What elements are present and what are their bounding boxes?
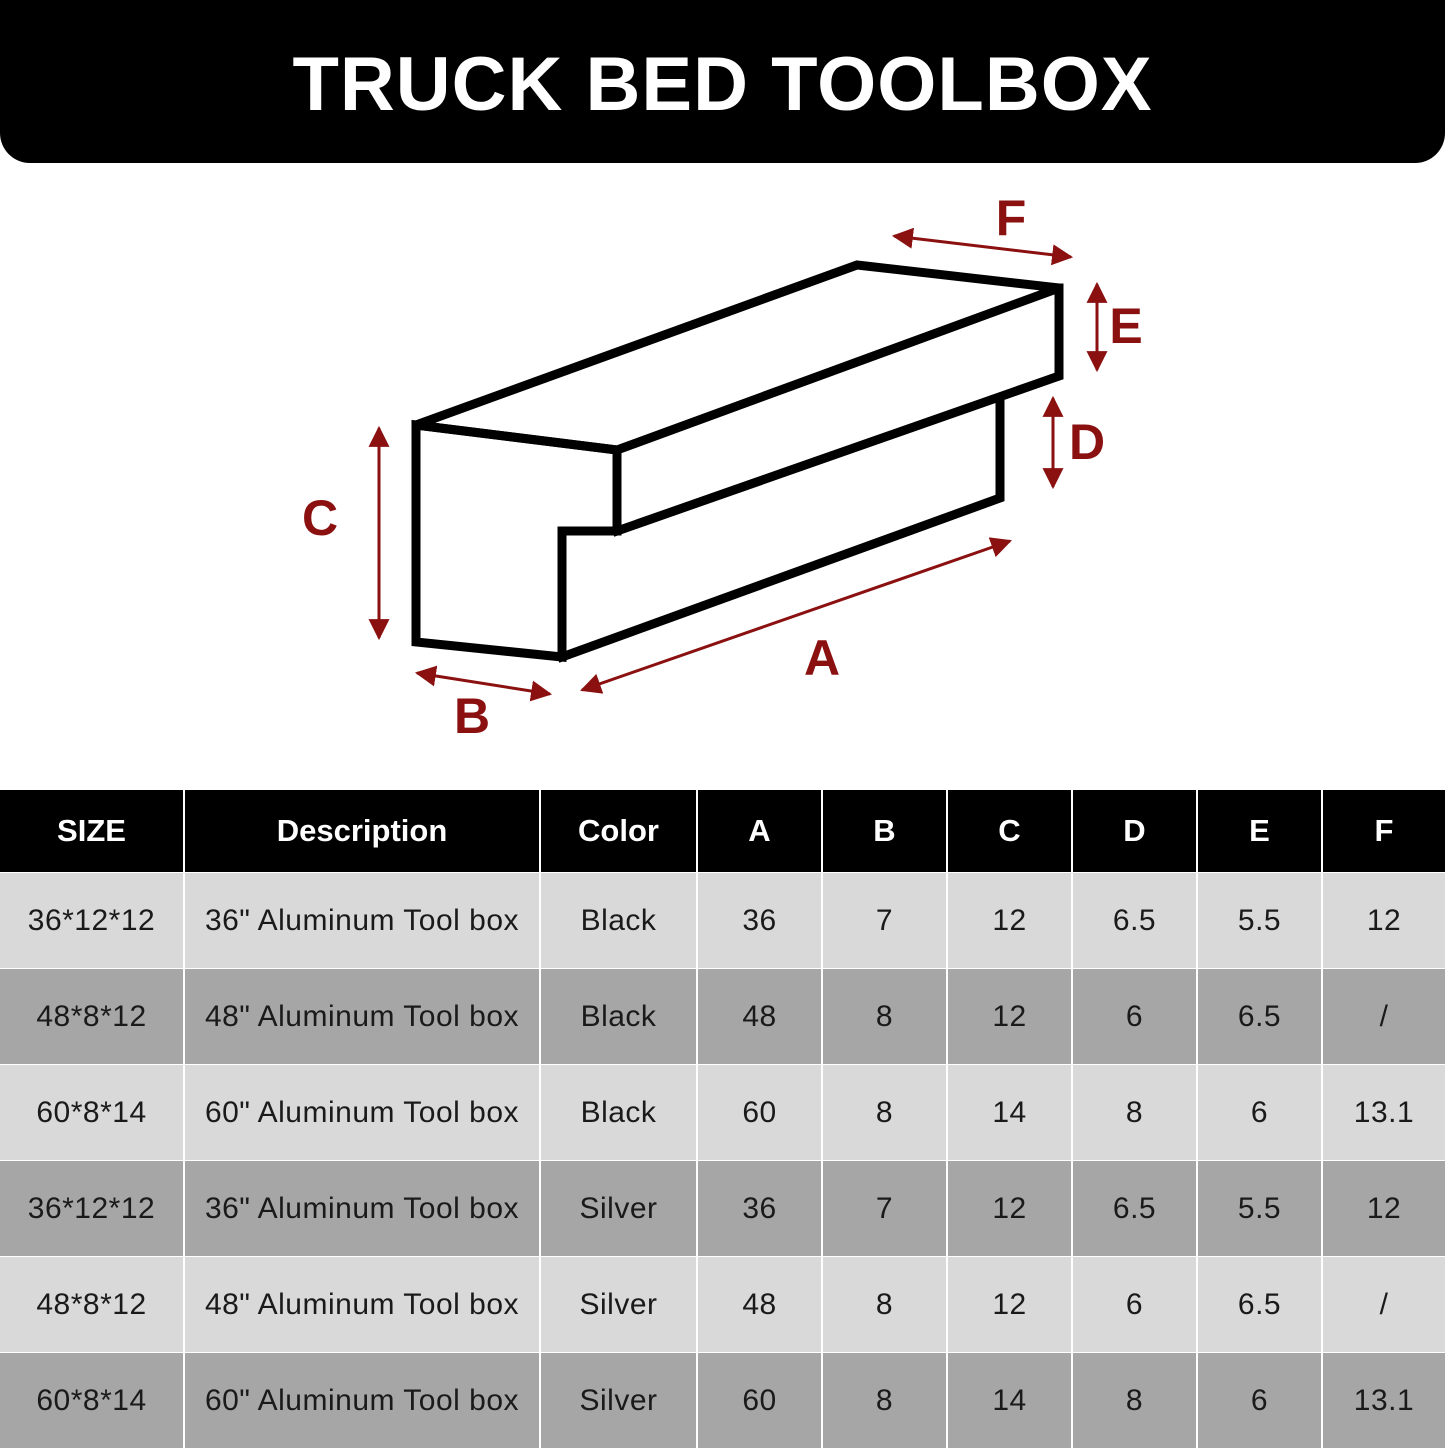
cell-c: 12 xyxy=(947,1257,1072,1353)
column-header-a: A xyxy=(697,790,822,873)
cell-size: 60*8*14 xyxy=(0,1353,184,1448)
cell-d: 6 xyxy=(1072,969,1197,1065)
cell-size: 60*8*14 xyxy=(0,1065,184,1161)
cell-c: 14 xyxy=(947,1353,1072,1448)
cell-b: 8 xyxy=(822,1353,947,1448)
cell-f: / xyxy=(1322,969,1445,1065)
cell-f: 13.1 xyxy=(1322,1065,1445,1161)
cell-d: 6.5 xyxy=(1072,873,1197,969)
cell-c: 12 xyxy=(947,873,1072,969)
cell-f: 12 xyxy=(1322,1161,1445,1257)
cell-color: Black xyxy=(540,969,697,1065)
column-header-e: E xyxy=(1197,790,1322,873)
cell-description: 60" Aluminum Tool box xyxy=(184,1065,540,1161)
cell-size: 48*8*12 xyxy=(0,969,184,1065)
cell-f: 12 xyxy=(1322,873,1445,969)
cell-a: 36 xyxy=(697,1161,822,1257)
size-spec-table xyxy=(0,790,1445,1448)
column-header-description: Description xyxy=(184,790,540,873)
dimension-arrow-f xyxy=(894,236,1071,257)
cell-description: 36" Aluminum Tool box xyxy=(184,1161,540,1257)
cell-description: 48" Aluminum Tool box xyxy=(184,969,540,1065)
cell-c: 12 xyxy=(947,1161,1072,1257)
cell-d: 8 xyxy=(1072,1065,1197,1161)
toolbox-outline xyxy=(416,265,1059,657)
table-row xyxy=(0,969,1445,1065)
cell-size: 36*12*12 xyxy=(0,1161,184,1257)
dimension-label-d: D xyxy=(1069,414,1105,470)
column-header-size: SIZE xyxy=(0,790,184,873)
cell-color: Silver xyxy=(540,1257,697,1353)
column-header-d: D xyxy=(1072,790,1197,873)
table-row xyxy=(0,873,1445,969)
cell-b: 7 xyxy=(822,1161,947,1257)
cell-description: 48" Aluminum Tool box xyxy=(184,1257,540,1353)
cell-c: 12 xyxy=(947,969,1072,1065)
cell-b: 8 xyxy=(822,1065,947,1161)
cell-description: 60" Aluminum Tool box xyxy=(184,1353,540,1448)
column-header-color: Color xyxy=(540,790,697,873)
cell-size: 48*8*12 xyxy=(0,1257,184,1353)
cell-c: 14 xyxy=(947,1065,1072,1161)
dimension-label-f: F xyxy=(996,190,1027,246)
cell-e: 6 xyxy=(1197,1065,1322,1161)
cell-d: 6.5 xyxy=(1072,1161,1197,1257)
cell-color: Silver xyxy=(540,1161,697,1257)
cell-b: 8 xyxy=(822,969,947,1065)
cell-e: 6.5 xyxy=(1197,1257,1322,1353)
table-row xyxy=(0,1257,1445,1353)
cell-e: 5.5 xyxy=(1197,1161,1322,1257)
cell-f: 13.1 xyxy=(1322,1353,1445,1448)
header-banner xyxy=(0,0,1445,163)
cell-e: 5.5 xyxy=(1197,873,1322,969)
cell-e: 6 xyxy=(1197,1353,1322,1448)
column-header-f: F xyxy=(1322,790,1445,873)
cell-a: 36 xyxy=(697,873,822,969)
cell-color: Black xyxy=(540,1065,697,1161)
cell-a: 48 xyxy=(697,1257,822,1353)
cell-d: 6 xyxy=(1072,1257,1197,1353)
cell-color: Black xyxy=(540,873,697,969)
table-row xyxy=(0,1065,1445,1161)
cell-b: 7 xyxy=(822,873,947,969)
column-header-b: B xyxy=(822,790,947,873)
cell-d: 8 xyxy=(1072,1353,1197,1448)
cell-a: 48 xyxy=(697,969,822,1065)
cell-description: 36" Aluminum Tool box xyxy=(184,873,540,969)
cell-a: 60 xyxy=(697,1353,822,1448)
cell-color: Silver xyxy=(540,1353,697,1448)
dimension-label-a: A xyxy=(804,630,840,686)
dimension-label-b: B xyxy=(454,688,490,744)
page-title: TRUCK BED TOOLBOX xyxy=(292,41,1152,128)
cell-b: 8 xyxy=(822,1257,947,1353)
cell-e: 6.5 xyxy=(1197,969,1322,1065)
table-row xyxy=(0,1161,1445,1257)
cell-f: / xyxy=(1322,1257,1445,1353)
dimension-label-e: E xyxy=(1109,298,1142,354)
toolbox-dimension-diagram xyxy=(0,163,1445,790)
column-header-c: C xyxy=(947,790,1072,873)
cell-size: 36*12*12 xyxy=(0,873,184,969)
dimension-label-c: C xyxy=(302,490,338,546)
table-row xyxy=(0,1353,1445,1448)
cell-a: 60 xyxy=(697,1065,822,1161)
dimension-arrow-a xyxy=(582,541,1010,690)
table-header-row xyxy=(0,790,1445,873)
